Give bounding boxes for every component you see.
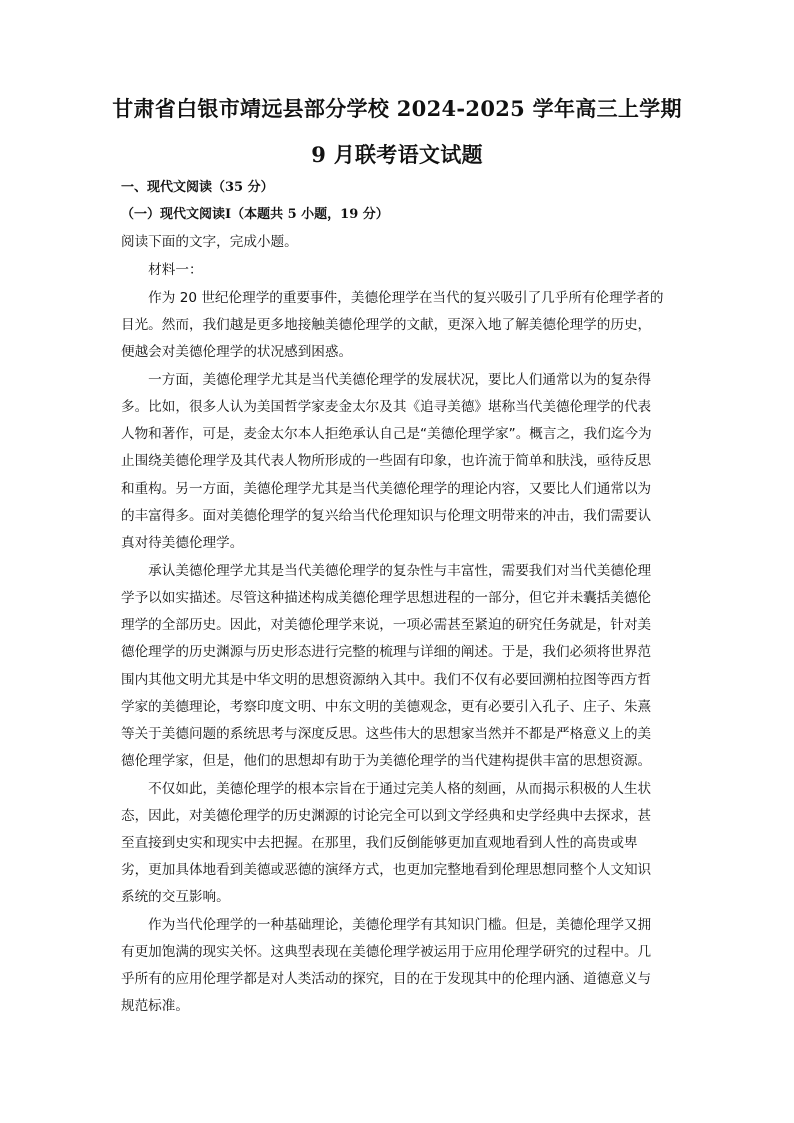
text-line: 围内其他文明尤其是中华文明的思想资源纳入其中。我们不仅有必要回溯柏拉图等西方哲 <box>121 672 652 688</box>
text-line: 至直接到史实和现实中去把握。在那里，我们反倒能够更加直观地看到人性的高贵或卑 <box>121 835 638 851</box>
text-line: 等关于美德问题的系统思考与深度反思。这些伟大的思想家当然并不都是严格意义上的美 <box>121 726 652 742</box>
text-line: 学家的美德理论，考察印度文明、中东文明的美德观念，更有必要引入孔子、庄子、朱熹 <box>121 699 652 715</box>
text-line: 乎所有的应用伦理学都是对人类活动的探究，目的在于发现其中的伦理内涵、道德意义与 <box>121 971 652 987</box>
text-line: 承认美德伦理学尤其是当代美德伦理学的复杂性与丰富性，需要我们对当代美德伦理 <box>121 563 652 579</box>
text-line: 理学的全部历史。因此，对美德伦理学来说，一项必需甚至紧迫的研究任务就是，针对美 <box>121 617 652 633</box>
section-heading-part-1-1: （一）现代文阅读Ⅰ（本题共 5 小题，19 分） <box>121 207 389 222</box>
text-line: 一方面，美德伦理学尤其是当代美德伦理学的发展状况，要比人们通常以为的复杂得 <box>121 372 652 388</box>
text-line: 德伦理学的历史渊源与历史形态进行完整的梳理与详细的阐述。于是，我们必须将世界范 <box>121 644 652 660</box>
text-line: 人物和著作，可是，麦金太尔本人拒绝承认自己是“美德伦理学家”。概言之，我们迄今为 <box>121 426 652 442</box>
text-line: 真对待美德伦理学。 <box>121 535 244 551</box>
text-line: 态，因此，对美德伦理学的历史渊源的讨论完全可以到文学经典和史学经典中去探求，甚 <box>121 808 652 824</box>
text-line: 的丰富得多。面对美德伦理学的复兴给当代伦理知识与伦理文明带来的冲击，我们需要认 <box>121 508 652 524</box>
text-line: 阅读下面的文字，完成小题。 <box>121 234 298 250</box>
text-line: 作为 20 世纪伦理学的重要事件，美德伦理学在当代的复兴吸引了几乎所有伦理学者的 <box>121 290 664 306</box>
text-line: 多。比如，很多人认为美国哲学家麦金太尔及其《追寻美德》堪称当代美德伦理学的代表 <box>121 399 652 415</box>
text-line: 学予以如实描述。尽管这种描述构成美德伦理学思想进程的一部分，但它并未囊括美德伦 <box>121 590 652 606</box>
document-title-line-1: 甘肃省白银市靖远县部分学校 2024-2025 学年高三上学期 <box>112 96 682 121</box>
text-line: 止围绕美德伦理学及其代表人物所形成的一些固有印象，也许流于简单和肤浅，亟待反思 <box>121 453 652 469</box>
document-title-line-2: 9 月联考语文试题 <box>311 142 483 167</box>
text-line: 不仅如此，美德伦理学的根本宗旨在于通过完美人格的刻画，从而揭示积极的人生状 <box>121 781 652 797</box>
text-line: 规范标准。 <box>121 998 189 1014</box>
text-line: 便越会对美德伦理学的状况感到困惑。 <box>121 344 353 360</box>
text-line: 目光。然而，我们越是更多地接触美德伦理学的文献，更深入地了解美德伦理学的历史， <box>121 317 652 333</box>
section-heading-part-1: 一、现代文阅读（35 分） <box>121 180 274 195</box>
text-line: 德伦理学家，但是，他们的思想却有助于为美德伦理学的当代建构提供丰富的思想资源。 <box>121 753 652 769</box>
text-line: 劣，更加具体地看到美德或恶德的演绎方式，也更加完整地看到伦理思想同整个人文知识 <box>121 862 652 878</box>
text-line: 材料一： <box>121 262 203 278</box>
text-line: 和重构。另一方面，美德伦理学尤其是当代美德伦理学的理论内容，又要比人们通常以为 <box>121 481 652 497</box>
text-line: 作为当代伦理学的一种基础理论，美德伦理学有其知识门槛。但是，美德伦理学又拥 <box>121 917 652 933</box>
text-line: 有更加饱满的现实关怀。这典型表现在美德伦理学被运用于应用伦理学研究的过程中。几 <box>121 944 652 960</box>
text-line: 系统的交互影响。 <box>121 889 230 905</box>
